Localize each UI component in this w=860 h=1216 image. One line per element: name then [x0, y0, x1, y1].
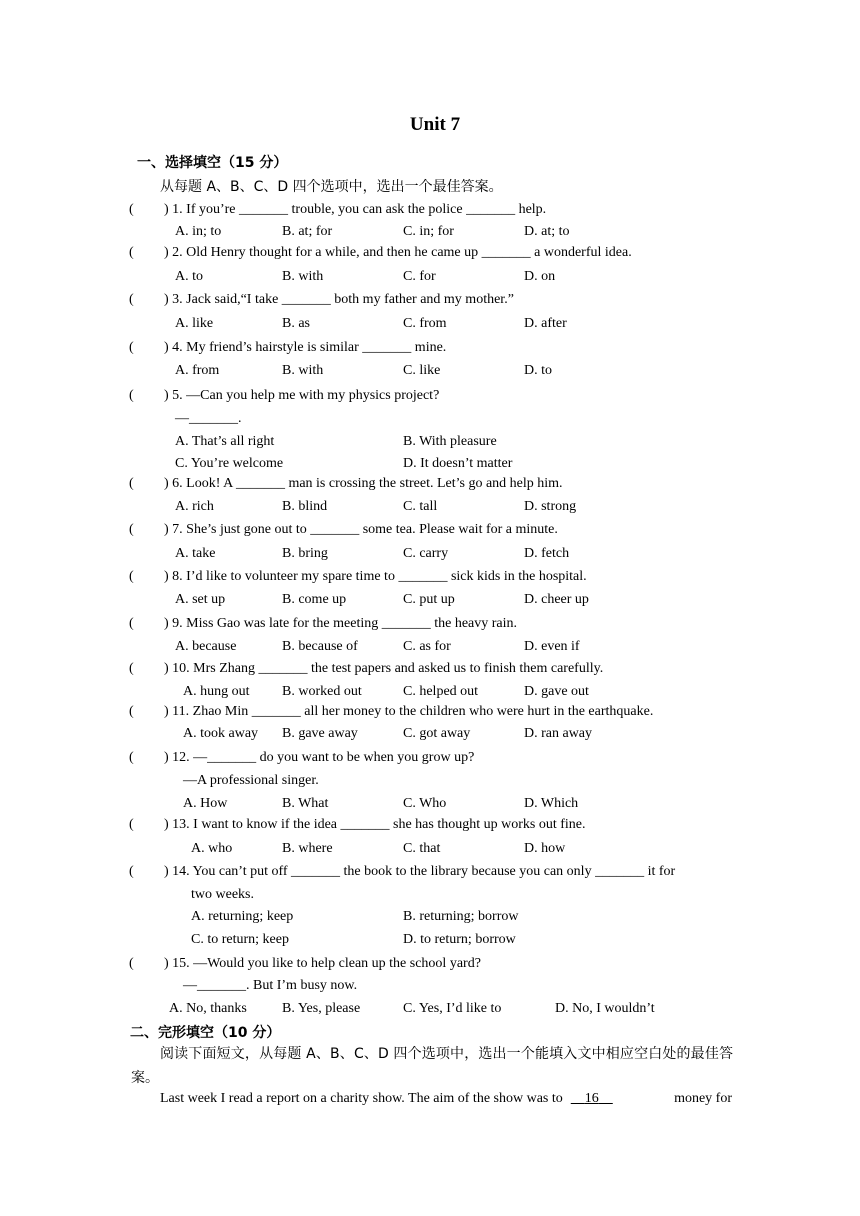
blank-number: 16 [584, 1091, 599, 1106]
option-d: D. ran away [524, 726, 593, 741]
option-d: D. at; to [524, 224, 570, 239]
option-a: A. to [175, 269, 203, 284]
option-b: B. What [282, 796, 329, 811]
option-d: D. cheer up [524, 592, 589, 607]
option-c: C. that [403, 841, 441, 856]
option-c: C. from [403, 316, 447, 331]
option-a: A. hung out [183, 684, 250, 699]
question-14-continuation: two weeks. [191, 887, 254, 902]
option-a: A. rich [175, 499, 214, 514]
option-b: B. come up [282, 592, 347, 607]
option-a: A. set up [175, 592, 226, 607]
question-stem: ) 5. —Can you help me with my physics project? [164, 388, 440, 403]
question-14: ( ) 14. You can’t put off _______ the book to the library because you can only _______ it for [129, 864, 676, 879]
option-d: D. after [524, 316, 567, 331]
option-a: A. like [175, 316, 214, 331]
question-11: ( ) 11. Zhao Min _______ all her money to the children who were hurt in the earthquake. [129, 704, 654, 719]
section-1-heading: 一、选择填空（15 分） [137, 155, 288, 171]
option-c: C. in; for [403, 224, 454, 239]
option-b: B. worked out [282, 684, 362, 699]
option-b: B. with [282, 363, 324, 378]
question-stem: ) 9. Miss Gao was late for the meeting _______ the heavy rain. [164, 616, 518, 631]
option-b: B. as [282, 316, 310, 331]
option-a: A. returning; keep [191, 909, 294, 924]
option-c: C. You’re welcome [175, 456, 284, 471]
question-stem: ) 2. Old Henry thought for a while, and then he came up _______ a wonderful idea. [164, 245, 632, 260]
question-4: ( ) 4. My friend’s hairstyle is similar _______ mine. [129, 340, 447, 355]
question-12-response: —A professional singer. [183, 773, 319, 788]
option-b: B. where [282, 841, 333, 856]
question-stem: ) 10. Mrs Zhang _______ the test papers and asked us to finish them carefully. [164, 661, 604, 676]
passage-text: Last week I read a report on a charity show. The aim of the show was to [160, 1091, 563, 1106]
option-c: C. Yes, I’d like to [403, 1001, 502, 1016]
option-c: C. got away [403, 726, 471, 741]
option-d: D. Which [524, 796, 579, 811]
question-10: ( ) 10. Mrs Zhang _______ the test papers and asked us to finish them carefully. [129, 661, 604, 676]
option-d: D. No, I wouldn’t [555, 1001, 655, 1016]
option-a: A. who [191, 841, 233, 856]
question-3: ( ) 3. Jack said,“I take _______ both my father and my mother.” [129, 292, 514, 307]
option-b: B. with [282, 269, 324, 284]
option-c: C. helped out [403, 684, 479, 699]
cloze-passage-line [160, 1091, 619, 1107]
option-b: B. Yes, please [282, 1001, 361, 1016]
option-c: C. like [403, 363, 441, 378]
option-a: A. How [183, 796, 228, 811]
option-b: B. blind [282, 499, 328, 514]
section-2-instruction: 阅读下面短文，从每题 A、B、C、D 四个选项中，选出一个能填入文中相应空白处的最佳答案。 [131, 1046, 733, 1086]
question-stem: ) 7. She’s just gone out to _______ some tea. Please wait for a minute. [164, 522, 558, 537]
option-a: A. No, thanks [169, 1001, 247, 1016]
option-c: C. Who [403, 796, 447, 811]
question-5-response: —_______. [175, 411, 242, 426]
question-12: ( ) 12. —_______ do you want to be when you grow up? [129, 750, 475, 765]
option-b: B. returning; borrow [403, 909, 519, 924]
question-stem: ) 8. I’d like to volunteer my spare time to _______ sick kids in the hospital. [164, 569, 587, 584]
question-15-response: —_______. But I’m busy now. [183, 978, 358, 993]
option-a: A. take [175, 546, 216, 561]
option-d: D. gave out [524, 684, 589, 699]
question-7: ( ) 7. She’s just gone out to _______ some tea. Please wait for a minute. [129, 522, 558, 537]
question-8: ( ) 8. I’d like to volunteer my spare time to _______ sick kids in the hospital. [129, 569, 587, 584]
option-c: C. carry [403, 546, 449, 561]
option-d: D. even if [524, 639, 580, 654]
passage-tail-text: money for [674, 1091, 732, 1106]
cloze-blank-16 [571, 1091, 613, 1107]
page-title: Unit 7 [409, 114, 461, 135]
question-stem: ) 1. If you’re _______ trouble, you can ask the police _______ help. [164, 202, 547, 217]
option-d: D. how [524, 841, 566, 856]
question-13: ( ) 13. I want to know if the idea _______ she has thought up works out fine. [129, 817, 586, 832]
option-a: A. in; to [175, 224, 222, 239]
option-b: B. bring [282, 546, 328, 561]
option-b: B. at; for [282, 224, 333, 239]
option-c: C. as for [403, 639, 451, 654]
option-c: C. tall [403, 499, 438, 514]
question-9: ( ) 9. Miss Gao was late for the meeting _______ the heavy rain. [129, 616, 518, 631]
question-15: ( ) 15. —Would you like to help clean up the school yard? [129, 956, 481, 971]
option-b: B. gave away [282, 726, 358, 741]
option-c: C. to return; keep [191, 932, 289, 947]
option-d: D. to return; borrow [403, 932, 516, 947]
question-stem: ) 11. Zhao Min _______ all her money to the children who were hurt in the earthquake. [164, 704, 654, 719]
option-d: D. to [524, 363, 552, 378]
option-b: B. With pleasure [403, 434, 497, 449]
option-d: D. It doesn’t matter [403, 456, 513, 471]
section-2-heading: 二、完形填空（10 分） [130, 1025, 281, 1041]
question-2: ( ) 2. Old Henry thought for a while, and then he came up _______ a wonderful idea. [129, 245, 632, 260]
question-stem: ) 14. You can’t put off _______ the book to the library because you can only _______ it for [164, 864, 676, 879]
section-1-instruction: 从每题 A、B、C、D 四个选项中，选出一个最佳答案。 [160, 179, 503, 195]
question-stem: ) 13. I want to know if the idea _______ she has thought up works out fine. [164, 817, 586, 832]
option-d: D. on [524, 269, 556, 284]
option-a: A. That’s all right [175, 434, 275, 449]
option-a: A. from [175, 363, 220, 378]
option-d: D. strong [524, 499, 577, 514]
question-5: ( ) 5. —Can you help me with my physics project? [129, 388, 440, 403]
option-c: C. put up [403, 592, 455, 607]
option-a: A. because [175, 639, 237, 654]
question-stem: ) 4. My friend’s hairstyle is similar _______ mine. [164, 340, 447, 355]
option-c: C. for [403, 269, 436, 284]
question-1: ( ) 1. If you’re _______ trouble, you can ask the police _______ help. [129, 202, 547, 217]
question-6: ( ) 6. Look! A _______ man is crossing the street. Let’s go and help him. [129, 476, 563, 491]
option-b: B. because of [282, 639, 358, 654]
option-d: D. fetch [524, 546, 570, 561]
question-stem: ) 3. Jack said,“I take _______ both my father and my mother.” [164, 292, 514, 307]
option-a: A. took away [183, 726, 259, 741]
question-stem: ) 6. Look! A _______ man is crossing the street. Let’s go and help him. [164, 476, 563, 491]
question-stem: ) 15. —Would you like to help clean up the school yard? [164, 956, 481, 971]
question-stem: ) 12. —_______ do you want to be when you grow up? [164, 750, 475, 765]
